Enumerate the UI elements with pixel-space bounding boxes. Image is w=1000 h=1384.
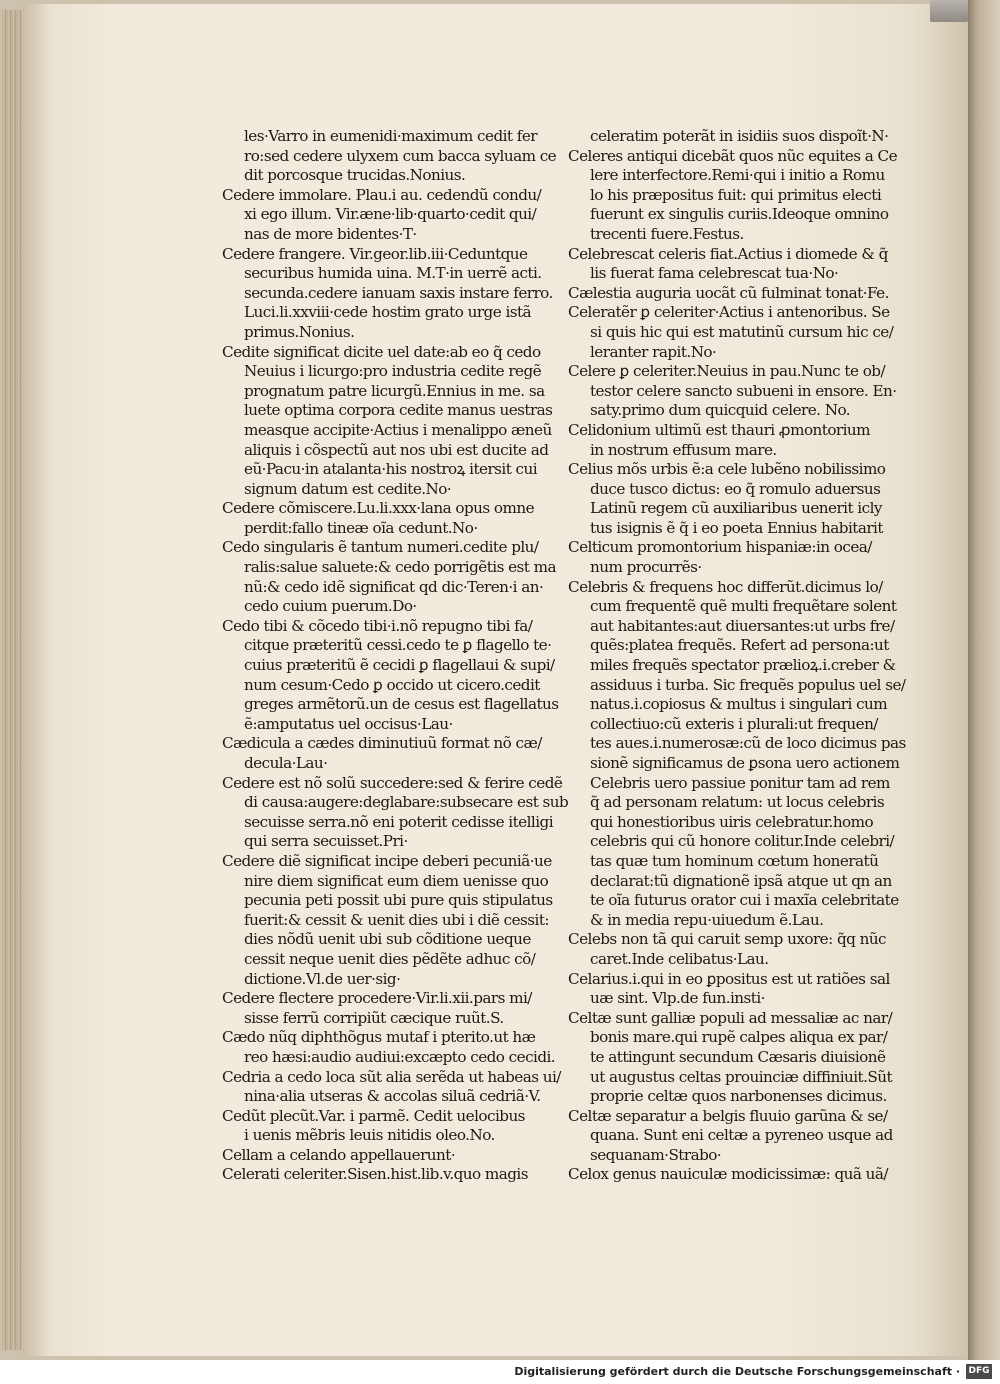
text-line: cuius præteritũ ẽ cecidi ꝑ flagellaui & supi/ (244, 656, 555, 675)
text-line: cum frequentẽ quẽ multi frequẽtare solent (590, 597, 897, 616)
text-line: reo hæsi:audio audiui:excæpto cedo cecidi. (244, 1047, 556, 1066)
text-line: Celeratẽr ꝑ celeriter·Actius i antenoribus. Se (568, 303, 890, 322)
text-line: ralis:salue saluete:& cedo porrigẽtis est ma (244, 558, 556, 577)
text-line: Celebrescat celeris fiat.Actius i diomede & q̃ (568, 244, 888, 263)
text-line: pecunia peti possit ubi pure quis stipulatus (244, 891, 553, 910)
text-line: num cesum·Cedo ꝑ occido ut cicero.cedit (244, 675, 540, 694)
text-line: miles frequẽs spectator prælioꝝ.i.creber & (590, 656, 896, 675)
text-line: securibus humida uina. M.T·in uerrẽ acti. (244, 264, 542, 283)
text-line: Celtæ sunt galliæ populi ad messaliæ ac nar/ (568, 1008, 893, 1027)
text-line: Celox genus nauiculæ modicissimæ: quã uã/ (568, 1165, 888, 1184)
page (22, 4, 969, 1356)
text-line: trecenti fuere.Festus. (590, 224, 744, 243)
text-line: natus.i.copiosus & multus i singulari cum (590, 695, 888, 714)
page-edges (2, 10, 22, 1350)
text-line: citque præteritũ cessi.cedo te ꝑ flagello te· (244, 636, 552, 655)
dfg-logo: DFG (966, 1364, 992, 1379)
text-line: assiduus i turba. Sic frequẽs populus uel se/ (590, 675, 906, 694)
text-line: te attingunt secundum Cæsaris diuisionẽ (590, 1047, 886, 1066)
text-line: sequanam·Strabo· (590, 1145, 722, 1164)
text-line: measque accipite·Actius i menalippo æneũ (244, 420, 552, 439)
text-line: les·Varro in eumenidi·maximum cedit fer (244, 127, 537, 145)
text-line: lo his præpositus fuit: qui primitus electi (590, 185, 882, 204)
text-line: q̃ ad personam relatum: ut locus celebris (590, 793, 885, 812)
text-line: Cedere cõmiscere.Lu.li.xxx·lana opus omne (222, 499, 535, 518)
text-line: Cedo singularis ẽ tantum numeri.cedite plu/ (222, 538, 539, 557)
text-line: dictione.Vl.de uer·sig· (244, 969, 401, 988)
text-line: quẽs:platea frequẽs. Refert ad persona:ut (590, 636, 889, 655)
text-line: collectiuo:cũ exteris i plurali:ut frequen/ (590, 714, 878, 733)
text-line: Cedria a cedo loca sũt alia serẽda ut habeas ui/ (222, 1067, 561, 1086)
text-line: Cedere frangere. Vir.geor.lib.iii·Ceduntque (222, 244, 528, 263)
text-line: bonis mare.qui rupẽ calpes aliqua ex par/ (590, 1028, 888, 1047)
facing-page-edge (968, 0, 1000, 1360)
text-line: Celere ꝑ celeriter.Neuius in pau.Nunc te ob/ (568, 362, 886, 381)
text-line: luete optima corpora cedite manus uestras (244, 401, 553, 420)
text-line: tas quæ tum hominum cœtum honeratũ (590, 851, 879, 870)
text-line: Cedũt plecũt.Var. i parmẽ. Cedit uelocibus (222, 1106, 525, 1125)
text-line: sionẽ significamus de ꝑsona uero actionem (590, 754, 900, 772)
text-line: prognatum patre licurgũ.Ennius in me. sa (244, 381, 545, 400)
text-line: testor celere sancto subueni in ensore. En· (590, 381, 897, 400)
text-line: qui serra secuisset.Pri· (244, 832, 408, 851)
text-line: proprie celtæ quos narbonenses dicimus. (590, 1087, 887, 1106)
text-line: Cædicula a cædes diminutiuũ format nõ cæ/ (222, 734, 542, 753)
text-line: tes aues.i.numerosæ:cũ de loco dicimus pas (590, 734, 906, 753)
text-line: Celtæ separatur a belgis fluuio garũna & se/ (568, 1106, 888, 1125)
text-line: Celticum promontorium hispaniæ:in ocea/ (568, 538, 872, 557)
text-line: Celerati celeriter.Sisen.hist.lib.v.quo magis (222, 1165, 528, 1184)
text-line: Neuius i licurgo:pro industria cedite regẽ (244, 362, 542, 381)
text-line: dies nõdũ uenit ubi sub cõditione ueque (244, 930, 531, 949)
text-line: leranter rapit.No· (590, 342, 717, 361)
text-line: Celebris & frequens hoc differũt.dicimus lo/ (568, 577, 883, 596)
text-line: si quis hic qui est matutinũ cursum hic ce/ (590, 322, 894, 341)
text-line: declarat:tũ dignationẽ ipsã atque ut qn an (590, 871, 892, 890)
text-line: i uenis mẽbris leuis nitidis oleo.No. (244, 1126, 495, 1145)
text-line: te oĩa futurus orator cui i maxĩa celebritate (590, 891, 899, 910)
text-line: tus isignis ẽ q̃ i eo poeta Ennius habitarit (590, 518, 883, 537)
text-line: nire diem significat eum diem uenisse quo (244, 871, 549, 890)
text-line: decula·Lau· (244, 754, 328, 772)
book-clasp (930, 0, 968, 22)
text-line: celeratim poterãt in isidiis suos dispoĩt·N· (590, 127, 889, 145)
text-line: Cedere flectere procedere·Vir.li.xii.pars mi/ (222, 989, 532, 1008)
text-line: primus.Nonius. (244, 322, 355, 341)
text-line: aliquis i cõspectũ aut nos ubi est ducite ad (244, 440, 549, 459)
text-line: Celebs non tã qui caruit semp uxore: q̃q nũc (568, 930, 887, 949)
text-line: ut augustus celtas prouinciæ diffiniuit.Sũt (590, 1067, 893, 1086)
text-line: ẽ:amputatus uel occisus·Lau· (244, 714, 453, 733)
text-line: secuisse serra.nõ eni poterit cedisse itelligi (244, 812, 554, 831)
text-line: signum datum est cedite.No· (244, 479, 452, 498)
text-line: Cedere diẽ significat incipe deberi pecuniã·ue (222, 851, 552, 870)
text-line: xi ego illum. Vir.æne·lib·quarto·cedit qui/ (244, 205, 537, 224)
footer-bar (0, 1360, 1000, 1384)
text-line: duce tusco dictus: eo q̃ romulo aduersus (590, 479, 881, 498)
text-line: uæ sint. Vlp.de fun.insti· (590, 989, 765, 1008)
text-line: Cedere immolare. Plau.i au. cedendũ condu/ (222, 185, 542, 204)
text-line: Latinũ regem cũ auxiliaribus uenerit icly (590, 499, 882, 518)
text-line: secunda.cedere ianuam saxis instare ferro. (244, 283, 553, 302)
text-line: ro:sed cedere ulyxem cum bacca syluam ce (244, 146, 557, 165)
text-line: sisse ferrũ corripiũt cæcique ruũt.S. (244, 1008, 504, 1027)
text-column-right (568, 127, 908, 1185)
text-line: Cedo tibi & cõcedo tibi·i.nõ repugno tibi fa/ (222, 616, 533, 635)
text-line: Cellam a celando appellauerunt· (222, 1145, 456, 1164)
text-line: saty.primo dum quicquid celere. No. (590, 401, 851, 420)
text-line: caret.Inde celibatus·Lau. (590, 949, 769, 968)
text-line: cessit neque uenit dies pẽdẽte adhuc cõ/ (244, 949, 536, 968)
text-line: dit porcosque trucidas.Nonius. (244, 166, 466, 185)
text-line: nas de more bidentes·T· (244, 224, 417, 243)
text-line: in nostrum effusum mare. (590, 440, 777, 459)
text-line: aut habitantes:aut diuersantes:ut urbs fre/ (590, 616, 895, 635)
text-line: fuerit:& cessit & uenit dies ubi i diẽ cessit: (244, 910, 549, 929)
text-line: greges armẽtorũ.un de cesus est flagellatus (244, 695, 559, 714)
text-line: qui honestioribus uiris celebratur.homo (590, 812, 874, 831)
text-line: Cedite significat dicite uel date:ab eo q̃ cedo (222, 342, 541, 361)
text-line: & in media repu·uiuedum ẽ.Lau. (590, 910, 824, 929)
text-line: eũ·Pacu·in atalanta·his nostroꝝ itersit cui (244, 460, 538, 479)
text-line: lis fuerat fama celebrescat tua·No· (590, 264, 839, 283)
text-line: nũ:& cedo idẽ significat qd dic·Teren·i an· (244, 577, 544, 596)
text-line: Celarius.i.qui in eo ꝑpositus est ut ratiões sal (568, 969, 890, 988)
text-line: celebris qui cũ honore colitur.Inde celebri/ (590, 832, 895, 851)
text-line: di causa:augere:deglabare:subsecare est sub (244, 793, 569, 812)
text-line: fuerunt ex singulis curiis.Ideoque omnino (590, 205, 889, 224)
text-line: Cædo nũq diphthõgus mutaf i pterito.ut hæ (222, 1028, 536, 1047)
funding-credit: Digitalisierung gefördert durch die Deutsche Forschungsgemeinschaft · (514, 1365, 960, 1378)
text-line: Cælestia auguria uocãt cũ fulminat tonat·Fe. (568, 283, 889, 302)
text-line: quana. Sunt eni celtæ a pyreneo usque ad (590, 1126, 893, 1145)
text-line: perdit:fallo tineæ oĩa cedunt.No· (244, 518, 478, 537)
text-line: Celidonium ultimũ est thauri ꝓmontorium (568, 420, 871, 439)
text-line: nina·alia utseras & accolas siluã cedriã·V. (244, 1087, 541, 1106)
text-line: Celeres antiqui dicebãt quos nũc equites a Ce (568, 146, 898, 165)
text-line: Luci.li.xxviii·cede hostim grato urge istã (244, 303, 532, 322)
text-column-left (222, 127, 569, 1185)
text-line: lere interfectore.Remi·qui i initio a Romu (590, 166, 885, 185)
text-line: Cedere est nõ solũ succedere:sed & ferire cedẽ (222, 773, 563, 792)
text-line: num procurrẽs· (590, 558, 702, 577)
text-line: Celebris uero passiue ponitur tam ad rem (590, 773, 890, 792)
text-line: Celius mõs urbis ẽ:a cele lubẽno nobilissimo (568, 460, 886, 479)
text-line: cedo cuium puerum.Do· (244, 597, 417, 616)
